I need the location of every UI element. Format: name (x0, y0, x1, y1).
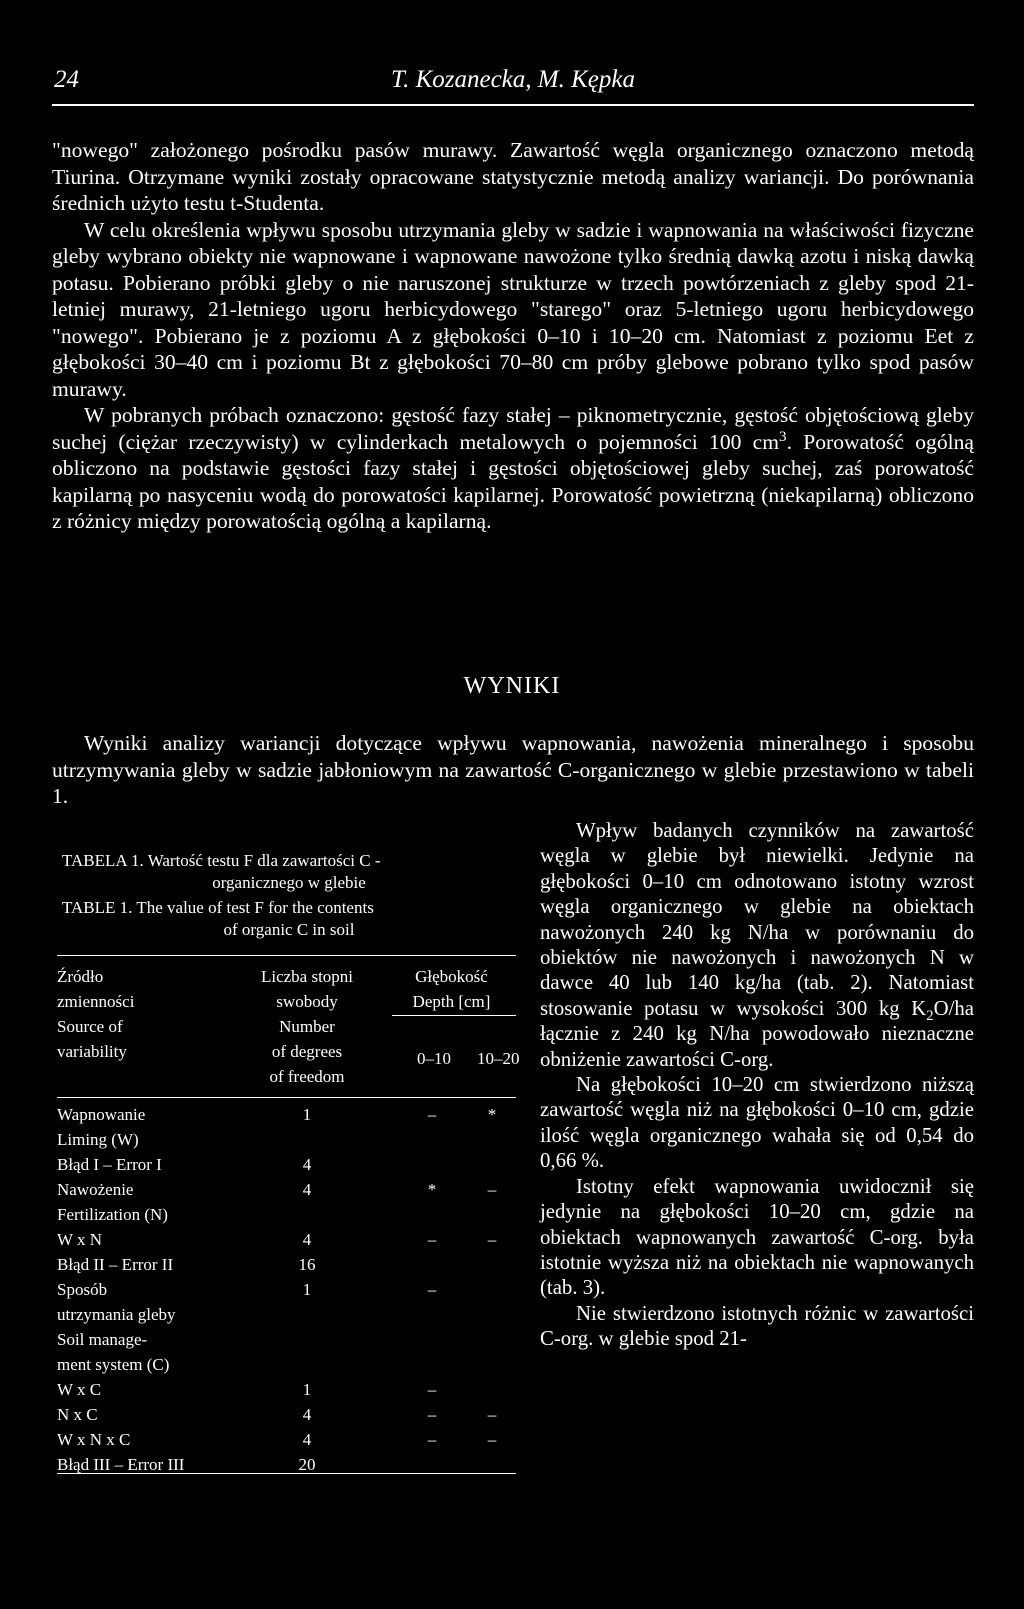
table-bottom-rule (57, 1473, 516, 1474)
section-heading: WYNIKI (463, 673, 561, 699)
row-df: 4 (302, 1405, 312, 1424)
table-caption (62, 850, 516, 941)
row-label: Nawożenie (57, 1180, 134, 1199)
header-source-line: Source of (57, 1017, 123, 1036)
caption-line: of organic C in soil (223, 920, 355, 939)
row-df: 4 (302, 1180, 312, 1199)
header-depth: Głębokość (415, 967, 488, 986)
header-depth-rule (392, 1015, 516, 1016)
row-label: W x C (57, 1380, 102, 1399)
caption-polish (62, 850, 516, 894)
row-sig-10-20: * (487, 1105, 497, 1124)
methods-text (52, 137, 974, 535)
header-depth-0-10: 0–10 (417, 1049, 451, 1068)
row-sig-10-20: – (487, 1405, 497, 1424)
row-label: Liming (W) (57, 1130, 139, 1149)
header-df-line: Number (279, 1017, 335, 1036)
text-run: Wpływ badanych czynników na zawartość węgla w glebie był niewielki. Jedynie na głębokości 0–10 cm odnotowano istotny wzrost węgla organicznego w glebie na obiektach nawożonych 240 kg N/ha w porównaniu do obiektów nie nawożonych i nawożonych N w dawce 40 lub 140 kg/ha (tab. 2). Natomiast stosowanie potasu w wysokości 300 kg K (540, 819, 974, 1020)
row-label: Błąd II – Error II (57, 1255, 174, 1274)
superscript: 3 (779, 428, 787, 445)
row-sig-0-10: * (427, 1180, 437, 1199)
paragraph: Wyniki analizy wariancji dotyczące wpływu wapnowania, nawożenia mineralnego i sposobu utrzymywania gleby w sadzie jabłoniowym na zawartość C-organicznego w glebie przestawiono w tabeli 1. (52, 731, 974, 808)
text-run: . Porowatość ogólną obliczono na podstawie gęstości fazy stałej i gęstości objętościowej gleby suchej, zaś porowatość kapilarną po nasyceniu wodą do porowatości kapilarnej. Porowatość powietrzną (niekapilarną) obliczono z różnicy między porowatością ogólną a kapilarną. (52, 429, 974, 533)
anova-table (57, 955, 520, 1475)
results-intro (52, 730, 974, 810)
row-df: 1 (302, 1280, 312, 1299)
row-sig-0-10: – (427, 1380, 437, 1399)
caption-line: TABELA 1. Wartość testu F dla zawartości C - (62, 851, 381, 870)
paragraph: Na głębokości 10–20 cm stwierdzono niższą zawartość węgla niż na głębokości 0–10 cm, gdzie ilość węgla organicznego wahała się od 0,54 do 0,66 %. (540, 1073, 974, 1173)
header-depth-unit: Depth [cm] (412, 992, 491, 1011)
caption-english (62, 897, 516, 941)
row-label: Soil manage- (57, 1330, 148, 1349)
row-df: 1 (302, 1105, 312, 1124)
caption-line: organicznego w glebie (212, 873, 366, 892)
row-df: 4 (302, 1155, 312, 1174)
row-df: 20 (298, 1455, 316, 1474)
row-df: 4 (302, 1230, 312, 1249)
paragraph (540, 818, 974, 1072)
row-label: ment system (C) (57, 1355, 170, 1374)
header-df-line: Liczba stopni (260, 967, 354, 986)
subscript: 2 (926, 1008, 934, 1024)
row-label: Błąd I – Error I (57, 1155, 162, 1174)
header-source-line: Źródło (57, 967, 104, 986)
header-df-line: swobody (276, 992, 338, 1011)
row-label: Fertilization (N) (57, 1205, 168, 1224)
row-sig-0-10: – (427, 1430, 437, 1449)
row-sig-10-20: – (487, 1230, 497, 1249)
row-label: utrzymania gleby (57, 1305, 176, 1324)
row-sig-10-20: – (487, 1430, 497, 1449)
row-df: 4 (302, 1430, 312, 1449)
row-label: N x C (57, 1405, 98, 1424)
row-label: Sposób (57, 1280, 108, 1299)
row-sig-0-10: – (427, 1280, 437, 1299)
header-source-line: variability (57, 1042, 127, 1061)
row-df: 16 (298, 1255, 316, 1274)
paragraph: Nie stwierdzono istotnych różnic w zawartości C-org. w glebie spod 21- (540, 1301, 974, 1351)
header-source-line: zmienności (57, 992, 135, 1011)
row-label: Wapnowanie (57, 1105, 146, 1124)
header-df-line: of freedom (269, 1067, 345, 1086)
paragraph: W celu określenia wpływu sposobu utrzymania gleby w sadzie i wapnowania na właściwości fizyczne gleby wybrano obiekty nie wapnowane i wapnowane nawożone tylko średnią dawką azotu i niską dawką potasu. Pobierano próbki gleby o nie naruszonej strukturze w trzech powtórzeniach z gleby spod 21-letniej murawy, 21-letniego ugoru herbicydowego "starego" oraz 5-letniego ugoru herbicydowego "nowego". Pobierano je z poziomu A z głębokości 0–10 i 10–20 cm. Natomiast z poziomu Eet z głębokości 30–40 cm i poziomu Bt z głębokości 70–80 cm próby glebowe pobrano tylko spod pasów murawy. (52, 217, 974, 401)
text-run: W pobranych próbach oznaczono: gęstość fazy stałej – piknometrycznie, gęstość objętościową gleby suchej (ciężar rzeczywisty) w cylinderkach metalowych o pojemności 100 cm (52, 403, 974, 454)
row-sig-0-10: – (427, 1105, 437, 1124)
running-header (52, 64, 974, 106)
row-sig-10-20: – (487, 1180, 497, 1199)
caption-line: TABLE 1. The value of test F for the contents (62, 898, 374, 917)
row-label: Błąd III – Error III (57, 1455, 185, 1474)
header-depth-10-20: 10–20 (477, 1049, 520, 1068)
row-sig-0-10: – (427, 1405, 437, 1424)
right-column-text (540, 818, 974, 1352)
paragraph: Istotny efekt wapnowania uwidocznił się jedynie na głębokości 10–20 cm, gdzie na obiektach wapnowanych zawartość C-org. była istotnie wyższa niż na obiektach nie wapnowanych (tab. 3). (540, 1174, 974, 1300)
row-sig-0-10: – (427, 1230, 437, 1249)
header-df-line: of degrees (271, 1042, 343, 1061)
page-number: 24 (54, 66, 79, 93)
row-label: W x N x C (57, 1430, 131, 1449)
running-head-authors: T. Kozanecka, M. Kępka (391, 66, 635, 93)
text-run: O/ha łącznie z 240 kg N/ha powodowało nieznaczne obniżenie zawartości C-org. (540, 996, 974, 1071)
table-top-rule (57, 955, 516, 956)
header-bottom-rule (57, 1097, 516, 1098)
row-label: W x N (57, 1230, 103, 1249)
paragraph: "nowego" założonego pośrodku pasów murawy. Zawartość węgla organicznego oznaczono metodą Tiurina. Otrzymane wyniki zostały opracowane statystycznie metodą analizy wariancji. Do porównania średnich użyto testu t-Studenta. (52, 138, 974, 215)
row-df: 1 (302, 1380, 312, 1399)
paragraph (52, 402, 974, 535)
